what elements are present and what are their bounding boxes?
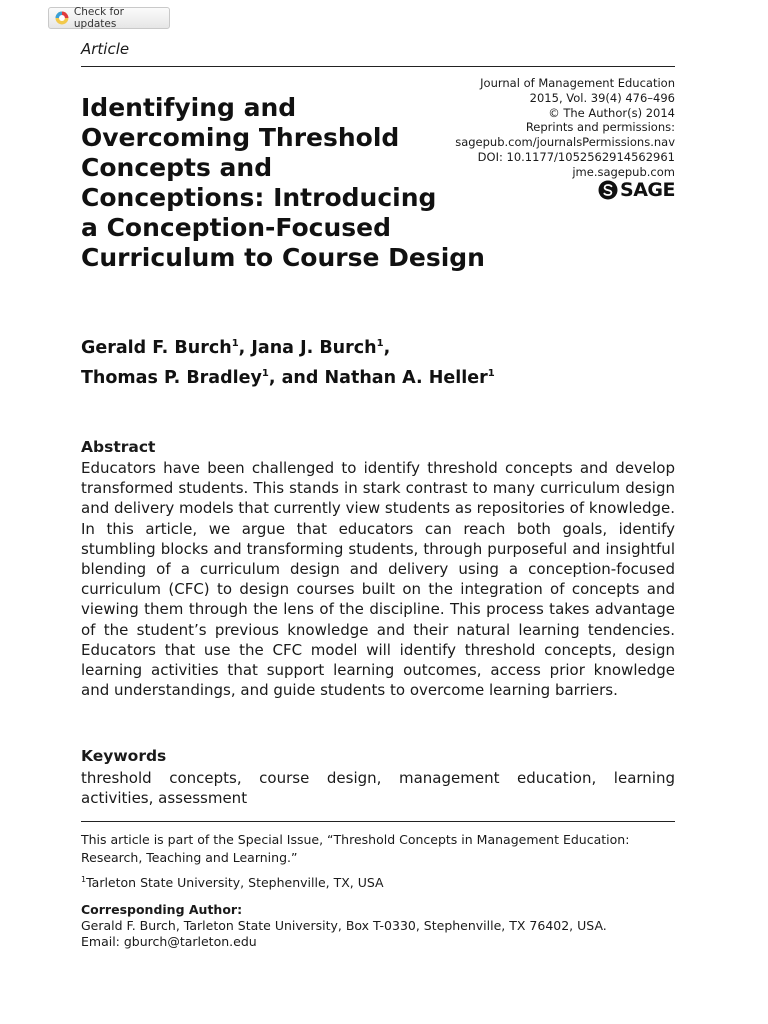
affiliation-mark: 1 bbox=[261, 367, 269, 379]
sage-wordmark: SAGE bbox=[620, 179, 675, 201]
special-issue-note: This article is part of the Special Issue, “Threshold Concepts in Management Education: Research, Teaching and Learning.” bbox=[81, 832, 630, 865]
title-line: Conceptions: Introducing bbox=[81, 183, 437, 212]
affiliation-mark: 1 bbox=[487, 367, 495, 379]
author-line bbox=[81, 331, 495, 361]
title-line: Curriculum to Course Design bbox=[81, 243, 485, 272]
corresponding-author-email[interactable]: Email: gburch@tarleton.edu bbox=[81, 934, 257, 949]
journal-site-link[interactable]: jme.sagepub.com bbox=[572, 164, 675, 179]
author-line bbox=[81, 361, 495, 391]
keywords-text: threshold concepts, course design, management education, learning activities, assessment bbox=[81, 769, 675, 808]
title-line: Concepts and bbox=[81, 153, 273, 182]
check-for-updates-label: Check for updates bbox=[73, 6, 124, 30]
affiliation-text: Tarleton State University, Stephenville, TX, USA bbox=[86, 875, 384, 891]
title-line: Identifying and bbox=[81, 93, 297, 122]
abstract-text: Educators have been challenged to identify threshold concepts and develop transformed students. This stands in stark contrast to many curriculum design and delivery models that currently view students as repositories of knowledge. In this article, we argue that educators can reach both goals, identify stumbling blocks and transforming students, through purposeful and insightful blending of a curriculum design and delivery using a conception-focused curriculum (CFC) to design courses built on the integration of concepts and viewing them through the lens of the discipline. This process takes advantage of the student’s previous knowledge and their natural learning tendencies. Educators that use the CFC model will identify threshold concepts, design learning activities that support learning outcomes, access prior knowledge and understandings, and guide students to overcome learning barriers. bbox=[81, 459, 675, 700]
author-list bbox=[81, 331, 495, 391]
corresponding-author-block bbox=[81, 918, 607, 950]
author-separator: , and bbox=[268, 367, 325, 388]
keywords-heading: Keywords bbox=[81, 747, 167, 765]
sage-s-icon bbox=[598, 180, 618, 200]
article-type: Article bbox=[81, 40, 130, 58]
journal-issue: 2015, Vol. 39(4) 476–496 bbox=[529, 90, 675, 105]
journal-info bbox=[455, 76, 675, 180]
author-name: Gerald F. Burch bbox=[81, 337, 232, 358]
affiliation-mark: 1 bbox=[231, 338, 239, 349]
permissions-link[interactable]: sagepub.com/journalsPermissions.nav bbox=[455, 135, 675, 150]
journal-copyright: © The Author(s) 2014 bbox=[548, 105, 675, 120]
doi-link[interactable]: DOI: 10.1177/1052562914562961 bbox=[477, 149, 675, 164]
affiliation-note bbox=[81, 875, 384, 890]
header-rule bbox=[81, 66, 675, 67]
journal-name: Journal of Management Education bbox=[480, 76, 675, 90]
affiliation-mark: 1 bbox=[376, 338, 384, 349]
journal-reprints: Reprints and permissions: bbox=[525, 120, 675, 135]
abstract-heading: Abstract bbox=[81, 438, 156, 456]
author-separator: , bbox=[238, 337, 252, 358]
check-for-updates-button[interactable] bbox=[48, 7, 170, 29]
corresponding-author-address: Gerald F. Burch, Tarleton State University, Box T-0330, Stephenville, TX 76402, USA. bbox=[81, 918, 607, 933]
author-separator: , bbox=[383, 337, 391, 358]
footnote-rule bbox=[81, 821, 675, 822]
author-name: Jana J. Burch bbox=[251, 337, 377, 358]
affiliation-mark: 1 bbox=[81, 875, 87, 884]
title-line: a Conception-Focused bbox=[81, 213, 392, 242]
author-name: Thomas P. Bradley bbox=[81, 367, 262, 388]
title-line: Overcoming Threshold bbox=[81, 123, 400, 152]
sage-logo bbox=[598, 179, 675, 201]
corresponding-author-heading: Corresponding Author: bbox=[81, 902, 243, 917]
author-name: Nathan A. Heller bbox=[324, 367, 488, 388]
crossmark-icon bbox=[55, 11, 69, 25]
